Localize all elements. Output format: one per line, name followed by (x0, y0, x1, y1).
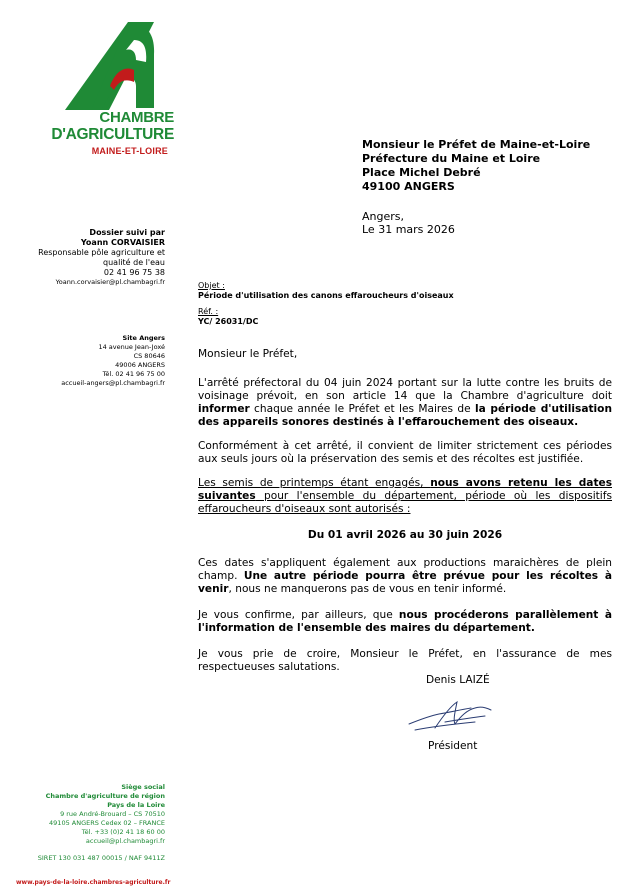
chambre-agriculture-logo (62, 20, 162, 112)
org-name-line2: D'AGRICULTURE (51, 126, 174, 143)
site-address2: CS 80646 (133, 352, 165, 360)
date-place: Angers, (362, 210, 404, 223)
signatory-name: Denis LAIZÉ (426, 674, 490, 686)
objet-block (198, 281, 454, 301)
paragraph-1 (198, 377, 612, 429)
salutation: Monsieur le Préfet, (198, 348, 298, 360)
p5-text-a: Je vous confirme, par ailleurs, que (198, 609, 399, 621)
p4-text-b: Une autre période pourra être prévue pour les récoltes à venir (198, 570, 612, 595)
dossier-phone: 02 41 96 75 38 (103, 268, 165, 277)
dossier-label: Dossier suivi par (89, 228, 165, 237)
p1-text-c: chaque année le Préfet et les Maires de (249, 403, 475, 415)
footer-label: Siège social (121, 783, 165, 791)
p4-text-a: Ces dates s'appliquent également aux productions maraichères de plein champ. (198, 557, 612, 582)
dossier-role2: qualité de l'eau (103, 258, 165, 267)
footer-org1: Chambre d'agriculture de région (45, 792, 165, 800)
site-email: accueil-angers@pl.chambagri.fr (61, 379, 165, 387)
p1-text-d: la période d'utilisation des appareils sonores destinés à l'effarouchement des oiseaux. (198, 403, 612, 428)
recipient-address (362, 138, 590, 194)
dossier-email: Yoann.corvaisier@pl.chambagri.fr (55, 278, 165, 286)
footer-address2: 49105 ANGERS Cedex 02 – FRANCE (49, 819, 165, 827)
signatory-title: Président (428, 740, 478, 752)
p4-text-c: , nous ne manquerons pas de vous en tenir informé. (228, 583, 507, 595)
dossier-role1: Responsable pôle agriculture et (38, 248, 165, 257)
footer-block (38, 783, 165, 863)
site-block (61, 334, 165, 388)
recipient-line4: 49100 ANGERS (362, 180, 455, 193)
paragraph-5 (198, 609, 612, 635)
footer-siret: SIRET 130 031 487 00015 / NAF 9411Z (37, 854, 165, 862)
p1-text-b: informer (198, 403, 250, 415)
ref-value: YC/ 26031/DC (198, 317, 259, 326)
footer-org2: Pays de la Loire (107, 801, 165, 809)
dateline (362, 210, 455, 236)
authorized-dates: Du 01 avril 2026 au 30 juin 2026 (307, 529, 503, 541)
recipient-line3: Place Michel Debré (362, 166, 481, 179)
footer-address1: 9 rue André-Brouard – CS 70510 (60, 810, 165, 818)
site-address3: 49006 ANGERS (115, 361, 165, 369)
p3-text-a: Les semis de printemps étant engagés, (198, 477, 431, 489)
signature-image (405, 694, 497, 738)
objet-value: Période d'utilisation des canons effaroucheurs d'oiseaux (198, 291, 454, 300)
org-name-line3: MAINE-ET-LOIRE (91, 146, 168, 156)
paragraph-4 (198, 557, 612, 596)
site-address1: 14 avenue Jean-Joxé (98, 343, 165, 351)
site-phone: Tél. 02 41 96 75 00 (102, 370, 165, 378)
footer-website: www.pays-de-la-loire.chambres-agriculture.fr (16, 879, 171, 886)
paragraph-3 (198, 477, 612, 516)
ref-label: Réf. : (198, 307, 219, 316)
date-value: Le 31 mars 2026 (362, 223, 455, 236)
objet-label: Objet : (198, 281, 225, 290)
dossier-block (38, 228, 165, 287)
org-name-line1: CHAMBRE (99, 109, 174, 126)
p1-text-a: L'arrêté préfectoral du 04 juin 2024 portant sur la lutte contre les bruits de voisinage prévoit, en son article 14 que la Chambre d'agriculture doit (198, 377, 612, 402)
footer-email: accueil@pl.chambagri.fr (85, 837, 165, 845)
recipient-line1: Monsieur le Préfet de Maine-et-Loire (362, 138, 591, 151)
footer-phone: Tél. +33 (0)2 41 18 60 00 (81, 828, 165, 836)
paragraph-6: Je vous prie de croire, Monsieur le Préfet, en l'assurance de mes respectueuses salutations. (198, 648, 612, 673)
ref-block (198, 307, 258, 327)
paragraph-2: Conformément à cet arrêté, il convient de limiter strictement ces périodes aux seuls jours où la préservation des semis et des récoltes est justifiée. (198, 440, 612, 465)
site-label: Site Angers (122, 334, 165, 342)
dossier-name: Yoann CORVAISIER (80, 238, 165, 247)
p3-text-b: nous avons retenu les dates suivantes (198, 477, 612, 502)
recipient-line2: Préfecture du Maine et Loire (362, 152, 541, 165)
p5-text-b: nous procéderons parallèlement à l'information de l'ensemble des maires du département. (198, 609, 612, 634)
p3-text-c: pour l'ensemble du département, période où les dispositifs effaroucheurs d'oiseaux sont autorisés : (198, 490, 612, 515)
